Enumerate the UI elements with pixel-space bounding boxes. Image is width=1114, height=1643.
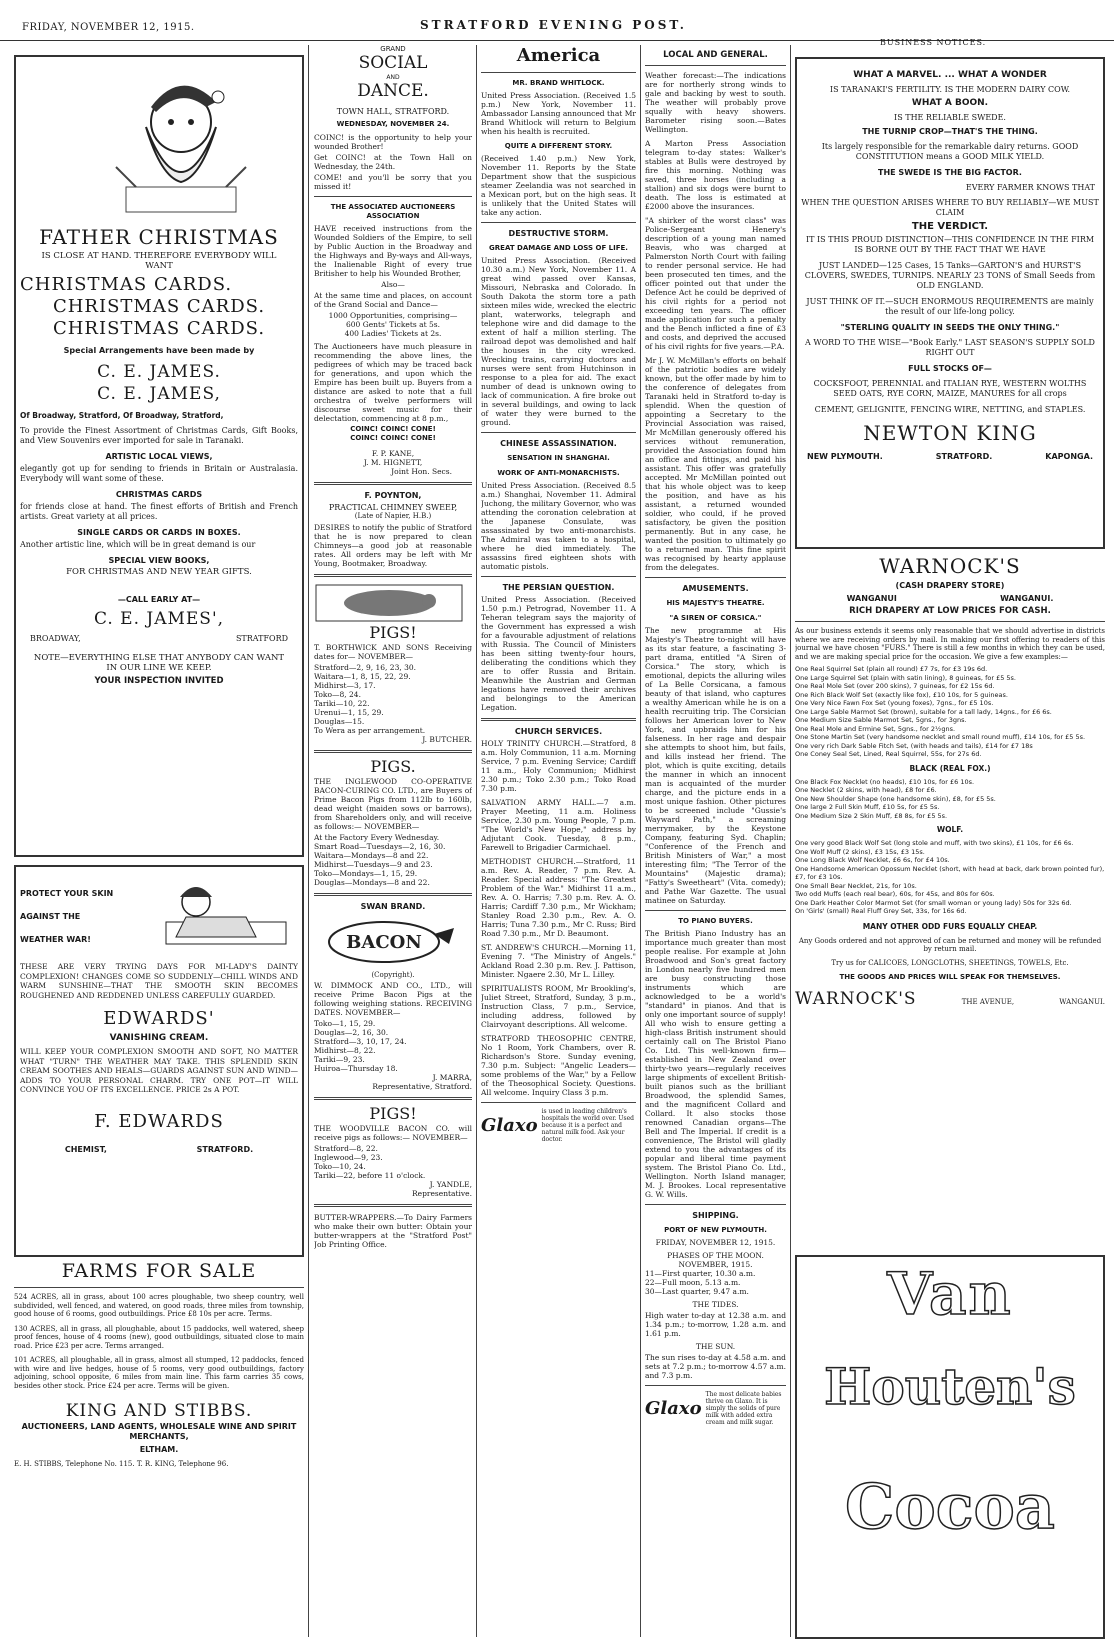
weather-war: WEATHER WAR! xyxy=(20,935,91,944)
fur-item: One very good Black Wolf Set (long stole and muff, with two skins), £1 10s, for £6 6s. xyxy=(795,839,1074,847)
fur-item: One Long Black Wolf Necklet, £6 6s, for £4 10s. xyxy=(795,856,950,864)
big-factor-line: THE SWEDE IS THE BIG FACTOR. xyxy=(878,168,1022,177)
telephone-line: E. H. STIBBS, Telephone No. 115. T. R. KING, Telephone 96. xyxy=(14,1460,229,1468)
is-close-text: IS CLOSE AT HAND. THEREFORE EVERYBODY WILL WANT xyxy=(41,251,277,271)
fur-item: One Necklet (2 skins, with head), £8 for £6. xyxy=(795,786,937,794)
glaxo-text: The most delicate babies thrive on Glaxo. It is simply the solids of pure milk with added extra cream and milk sugar. xyxy=(705,1391,782,1426)
warnocks-footer: WARNOCK'S xyxy=(795,988,917,1009)
business-notices-label: BUSINESS NOTICES. xyxy=(880,38,987,47)
persian-question-heading: THE PERSIAN QUESTION. xyxy=(502,583,615,592)
receiving-date: Stratford—8, 22. xyxy=(314,1144,378,1153)
christmas-cards-ad xyxy=(14,55,304,857)
stratford-label: STRATFORD xyxy=(235,634,288,643)
glaxo-ad-2 xyxy=(645,1391,786,1426)
woodville-pigs-ad xyxy=(314,1106,472,1198)
svg-text:BACON: BACON xyxy=(346,931,422,953)
inglewood-intro: THE INGLEWOOD CO-OPERATIVE BACON-CURING CO. LTD., are Buyers of Prime Bacon Pigs from 112lb to 160lb, dead weight (maiden sows or barrows), from Shareholders only, and will receive as follows:— NOVEMBER— xyxy=(314,776,472,831)
verdict-line: THE VERDICT. xyxy=(911,221,989,232)
church-notice: STRATFORD THEOSOPHIC CENTRE, No 1 Room, York Chambers, over R. Richardson's Store. Sunday evening, 7.30 p.m. Subject: "Angelic Leaders—some problems of the War," by a Fellow of the Theosophical Society. Questions. All welcome. Inquiry Class 3 p.m. xyxy=(481,1034,636,1097)
when-question-line: WHEN THE QUESTION ARISES WHERE TO BUY RELIABLY—WE MUST CLAIM xyxy=(801,198,1099,217)
bacon-pig-illustration xyxy=(314,914,464,969)
wolf-heading: WOLF. xyxy=(936,825,964,834)
the-avenue: THE AVENUE, xyxy=(961,997,1015,1006)
receiving-date: Toko—Mondays—1, 15, 29. xyxy=(314,868,418,878)
furs-intro: As our business extends it seems only reasonable that we should advertise in districts where we are receiving orders by mail. In making our first offering to readers of this journal we have chosen "FURS." There is still a few months in which they can be used, and we are making special price for the occasion. We give a few examples:— xyxy=(795,627,1105,661)
for-christmas-new-year: FOR CHRISTMAS AND NEW YEAR GIFTS. xyxy=(66,567,252,577)
note-text: NOTE—EVERYTHING ELSE THAT ANYBODY CAN WANT IN OUR LINE WE KEEP. xyxy=(33,653,285,673)
fur-item: One New Shoulder Shape (one handsome skin), £8, for £5 5s. xyxy=(795,794,996,803)
another-line-text: Another artistic line, which will be in great demand is our xyxy=(20,540,256,549)
edwards-cream-ad xyxy=(14,865,304,1257)
van-heading: Van xyxy=(887,1260,1013,1328)
receiving-date: Douglas—15. xyxy=(314,716,365,726)
glaxo-text: is used in leading children's hospitals the world over. Used because it is a perfect and natural milk food. Ask your doctor. xyxy=(541,1108,634,1143)
receiving-date: Toko—10, 24. xyxy=(314,1162,366,1171)
at-same-time: At the same time and places, on account of the Grand Social and Dance— xyxy=(314,291,472,309)
whitlock-heading: MR. BRAND WHITLOCK. xyxy=(512,79,605,87)
stratford-label: STRATFORD. xyxy=(935,452,993,461)
elegantly-text: elegantly got up for sending to friends in Britain or Australasia. Everybody will want some of these. xyxy=(20,464,298,483)
pigs-heading-3: PIGS! xyxy=(369,1104,417,1123)
column-rule xyxy=(476,45,477,1637)
warnocks-heading: WARNOCK'S xyxy=(879,554,1021,578)
siren-body: The new programme at His Majesty's Theatre to-night will have as its star feature, a fascinating 3-part drama, entitled "A Siren of Corsica." The story, which is emotional, depicts the alluring wiles of La Belle Corsicana, a famous beauty of that island, who captures a wealthy American while he is on a health recruiting trip. The Corsician follows her American lover to New York, and upbraids him for his falseness. In her rage and despair she attempts to shoot him, but fails, and kills instead her friend. The plot, which is quite exciting, details the manner in which an innocent man is acquainted of the murder charge, and the picture ends in a most unique fashion. Other pictures to be screened include "Gussie's Wayward Path," a screaming merrymaker, by the Keystone Company, featuring Syd. Chaplin; "Conference of the French and British Ministers of War," a most interesting film; "The Terror of the Mountains" (Majestic drama); "Fatty's Sweetheart" (Vita. comedy); and Pathe War Gazette. The usual matinee on Saturday. xyxy=(645,626,786,905)
gents-tickets: 600 Gents' Tickets at 5s. xyxy=(346,320,440,329)
yandle-name: J. YANDLE, xyxy=(429,1180,472,1189)
wednesday-date: WEDNESDAY, NOVEMBER 24. xyxy=(336,120,450,128)
king-and-stibbs: KING AND STIBBS. xyxy=(65,1401,253,1421)
wanganui-label: WANGANUI xyxy=(846,594,897,603)
fur-item: One Wolf Muff (2 skins), £3 15s, £3 15s. xyxy=(795,847,925,856)
farm-listing: 101 ACRES, all ploughable, all in grass, almost all stumped, 12 paddocks, fenced with wire and live hedges, house of 5 rooms, very good outbuildings, factory adjoining, school opposite, 6 miles from main line. This farm carries 35 cows, besides other stock. Price £24 per acre. Terms will be given. xyxy=(14,1356,304,1390)
fur-item: On 'Girls' (small) Real Fluff Grey Set, 33s, for 16s 6d. xyxy=(795,907,967,915)
phases-heading: PHASES OF THE MOON. xyxy=(667,1251,764,1260)
fertility-line: IS TARANAKI'S FERTILITY. IS THE MODERN DAIRY COW. xyxy=(829,85,1071,94)
fur-item: One Real Squirrel Set (plain all round) £7 7s, for £3 19s 6d. xyxy=(795,665,988,673)
just-think: JUST THINK OF IT.—SUCH ENORMOUS REQUIREMENTS are mainly the result of our life-long policy. xyxy=(806,297,1094,316)
newspaper-title: STRATFORD EVENING POST. xyxy=(420,18,687,32)
receiving-date: Tariki—9, 23. xyxy=(314,1055,365,1064)
glaxo-logo: Glaxo xyxy=(481,1115,538,1136)
received-instructions: HAVE received instructions from the Wounded Soldiers of the Empire, to sell by Public Auction in the Broadway and the Highways and By-ways and All-ways, the Inalienable Right of every true Britisher to help his Wounded Brother, xyxy=(314,224,472,278)
poynton-body: DESIRES to notify the public of Stratford that he is now prepared to clean Chimneys—a good job at reasonable rates. All orders may be left with Mr Young, Bootmaker, Broadway. xyxy=(314,522,472,568)
against-the: AGAINST THE xyxy=(20,912,81,921)
c-e-james-heading-2: C. E. JAMES, xyxy=(97,384,221,404)
church-notice: SPIRITUALISTS ROOM, Mr Brookling's, Juliet Street, Stratford, Sunday, 3 p.m., Instruction Class, 7 p.m., Service, including address, followed by Clairvoyant descriptions. All welcome. xyxy=(481,984,636,1029)
opportunities-line: 1000 Opportunities, comprising— xyxy=(328,311,458,320)
pig-illustration xyxy=(314,583,464,623)
receiving-date: Waitara—1, 8, 15, 22, 29. xyxy=(314,671,411,681)
fur-item: One Large Sable Marmot Set (brown), suitable for a tall lady, 14gns., for £6 6s. xyxy=(795,707,1052,716)
amusements-heading: AMUSEMENTS. xyxy=(682,584,749,593)
eltham-label: ELTHAM. xyxy=(139,1445,179,1454)
receiving-date: Midhirst—Tuesdays—9 and 23. xyxy=(314,859,433,869)
receiving-date: Stratford—2, 9, 16, 23, 30. xyxy=(314,662,417,672)
shipping-heading: SHIPPING. xyxy=(692,1211,739,1220)
receiving-date: Toko—8, 24. xyxy=(314,689,361,699)
get-coinc-text: Get COINC! at the Town Hall on Wednesday, the 24th. xyxy=(314,153,472,171)
new-plymouth-label: NEW PLYMOUTH. xyxy=(807,452,883,461)
dance-heading: DANCE. xyxy=(357,81,429,101)
to-provide-text: To provide the Finest Assortment of Christmas Cards, Gift Books, and View Souvenirs ever imported for sale in Taranaki. xyxy=(20,426,298,445)
pigs-heading-1: PIGS! xyxy=(369,622,417,642)
c-e-james-heading-3: C. E. JAMES', xyxy=(93,609,225,629)
houtens-heading: Houten's xyxy=(824,1357,1076,1416)
butter-wrappers-notice: BUTTER-WRAPPERS.—To Dairy Farmers who make their own butter: Obtain your butter-wrappers at the "Stratford Post" Job Printing Office. xyxy=(314,1213,472,1249)
and-label: AND xyxy=(386,74,400,81)
receiving-date: Toko—1, 15, 29. xyxy=(314,1019,376,1028)
destructive-storm-heading: DESTRUCTIVE STORM. xyxy=(508,229,609,238)
cocksfoot-line: COCKSFOOT, PERENNIAL and ITALIAN RYE, WESTERN WOLTHS SEED OATS, RYE CORN, MAIZE, MANURES for all crops xyxy=(813,379,1087,398)
christmas-cards-heading-1: CHRISTMAS CARDS. xyxy=(20,274,233,295)
anti-monarchists-heading: WORK OF ANTI-MONARCHISTS. xyxy=(497,469,620,477)
come-text: COME! and you'll be sorry that you missed it! xyxy=(314,173,472,191)
fur-item: Two odd Muffs (each real bear), 60s, for 45s, and 80s for 60s. xyxy=(795,890,995,898)
glaxo-ad xyxy=(481,1108,636,1143)
piano-buyers-heading: TO PIANO BUYERS. xyxy=(678,917,753,925)
receiving-date: Douglas—2, 16, 30. xyxy=(314,1028,389,1037)
wanganui-footer: WANGANUI. xyxy=(1059,997,1105,1006)
dimmock-intro: W. DIMMOCK AND CO., LTD., will receive Prime Bacon Pigs at the following weighing stations. RECEIVING DATES. NOVEMBER— xyxy=(314,981,472,1017)
fur-item: One Black Fox Necklet (no heads), £10 10s, for £6 10s. xyxy=(795,777,975,786)
port-heading: PORT OF NEW PLYMOUTH. xyxy=(664,1226,767,1234)
special-arrangements: Special Arrangements have been made by xyxy=(63,346,255,355)
coinc-text: COINC! is the opportunity to help your wounded Brother! xyxy=(314,133,472,151)
shipping-date: FRIDAY, NOVEMBER 12, 1915. xyxy=(655,1238,776,1247)
newton-king-heading: NEWTON KING xyxy=(863,421,1037,445)
joint-secs: Joint Hon. Secs. xyxy=(391,467,452,476)
moon-phase: 30—Last quarter, 9.47 a.m. xyxy=(645,1287,749,1296)
f-edwards-heading: F. EDWARDS xyxy=(94,1110,224,1132)
column-3 xyxy=(481,45,636,1640)
page-header xyxy=(0,0,1114,47)
proud-distinction: IT IS THIS PROUD DISTINCTION—THIS CONFIDENCE IN THE FIRM IS BORNE OUT BY THE FACT THAT WE HAVE xyxy=(805,235,1095,254)
sensation-heading: SENSATION IN SHANGHAI. xyxy=(507,454,610,462)
borthwick-intro: T. BORTHWICK AND SONS Receiving dates for— NOVEMBER— xyxy=(314,642,472,661)
grand-label: GRAND xyxy=(380,45,406,53)
column-rule xyxy=(790,45,791,1637)
goods-and-prices: THE GOODS AND PRICES WILL SPEAK FOR THEMSELVES. xyxy=(839,972,1061,981)
fur-item: One Very Nice Fawn Fox Set (young foxes), 7gns., for £5 10s. xyxy=(795,699,994,707)
ladies-tickets: 400 Ladies' Tickets at 2s. xyxy=(344,329,442,338)
receiving-date: Midhirst—8, 22. xyxy=(314,1046,376,1055)
edwards-heading: EDWARDS' xyxy=(103,1008,215,1029)
column-rule xyxy=(308,45,309,1637)
kaponga-label: KAPONGA. xyxy=(1045,452,1093,461)
sterling-quality: "STERLING QUALITY IN SEEDS THE ONLY THING." xyxy=(840,323,1060,332)
moon-phase: 11—First quarter, 10.30 a.m. xyxy=(645,1269,756,1278)
receiving-date: Inglewood—9, 23. xyxy=(314,1153,383,1162)
farms-for-sale xyxy=(14,1260,304,1469)
tides-heading: THE TIDES. xyxy=(692,1300,739,1309)
father-christmas-heading: FATHER CHRISTMAS xyxy=(39,225,279,249)
christmas-cards-heading-2: CHRISTMAS CARDS. xyxy=(52,296,266,317)
fur-item: One Handsome American Opossum Necklet (short, with head at back, dark brown pointed fur), £7, for £3 10s. xyxy=(795,864,1105,881)
receiving-date: Urenui—1, 15, 29. xyxy=(314,707,384,717)
different-story-body: (Received 1.40 p.m.) New York, November 11. Reports by the State Department show that the suspicious steamer Zeelandia was not searched in a Mexican port, but on the high seas. It is unlikely that the United States will take any action. xyxy=(481,154,636,217)
newton-king-ad xyxy=(795,57,1105,549)
father-christmas-illustration xyxy=(106,67,256,217)
chinese-body: United Press Association. (Received 8.5 a.m.) Shanghai, November 11. Admiral Juchong, the military Governor, who was attending the coronation celebration at the Japanese Consulate, was assassinated by two anti-monarchists. The Admiral was taken to a hospital, where he died immediately. The assassins fired eighteen shots with automatic pistols. xyxy=(481,481,636,571)
many-other-furs: MANY OTHER ODD FURS EQUALLY CHEAP. xyxy=(862,921,1038,931)
fur-item: One Large Squirrel Set (plain with satin lining), 8 guineas, for £5 5s. xyxy=(795,673,1016,682)
auctioneers-line: AUCTIONEERS, LAND AGENTS, WHOLESALE WINE AND SPIRIT MERCHANTS, xyxy=(21,1422,297,1441)
farm-listing: 130 ACRES, all in grass, all ploughable, about 15 paddocks, well watered, sheep proof fences, house of 4 rooms (new), good outbuildings, situated close to main road. Price £23 per acre. Terms arranged. xyxy=(14,1324,304,1350)
sun-body: The sun rises to-day at 4.58 a.m. and sets at 7.2 p.m.; to-morrow 4.57 a.m. and 7.3 p.m. xyxy=(645,1353,786,1380)
inglewood-pigs-ad xyxy=(314,756,472,887)
special-view-books: SPECIAL VIEW BOOKS, xyxy=(108,556,210,565)
receiving-date: Midhirst—3, 17. xyxy=(314,680,376,690)
fur-item: One Stone Martin Set (very handsome necklet and small round muff), £14 10s, for £5 5s. xyxy=(795,733,1086,741)
yandle-rep: Representative. xyxy=(412,1189,472,1198)
column-1 xyxy=(14,45,304,1640)
cash-drapery: (CASH DRAPERY STORE) xyxy=(895,581,1005,590)
tides-body: High water to-day at 12.38 a.m. and 1.34 p.m.; to-morrow, 1.28 a.m. and 1.61 p.m. xyxy=(645,1311,786,1338)
his-majestys-theatre: HIS MAJESTY'S THEATRE. xyxy=(666,599,765,607)
fur-item: One very rich Dark Sable Fitch Set, (with heads and tails), £14 for £7 18s xyxy=(795,741,1033,750)
fur-item: One Medium Size 2 Skin Muff, £8 8s, for £5 5s. xyxy=(795,811,948,820)
black-fox-heading: BLACK (REAL FOX.) xyxy=(909,763,991,773)
responsible-line: Its largely responsible for the remarkable dairy returns. GOOD CONSTITUTION means a GOOD MILK YIELD. xyxy=(821,142,1079,161)
swan-brand-ad xyxy=(314,902,472,1092)
receiving-date: To Wera as per arrangement. xyxy=(314,725,426,735)
fur-item: One large 2 Full Skin Muff, £10 5s, for £5 5s. xyxy=(795,803,940,811)
late-of-napier: (Late of Napier, H.B.) xyxy=(354,512,432,520)
church-notice: ST. ANDREW'S CHURCH.—Morning 11, Evening 7. "The Ministry of Angels." Ackland Road 2.30 p.m. Rev. J. Pattison, Minister. Ngaere 2.30, Mr L. Lilley. xyxy=(481,943,636,979)
also-label: Also— xyxy=(381,280,405,289)
piano-body: The British Piano Industry has an importance much greater than most people realise. For example at John Broadwood and Son's great factory in London nearly five hundred men are busy constructing those instruments which are acknowledged to be a world's "standard" in pianos. And that is only one important source of supply! All who wish to ensure getting a high-class British instrument should certainly call on The Bristol Piano Co. Ltd. This well-known firm—established in New Zealand over thirty-two years—regularly receives large shipments of excellent British-built pianos such as the brilliant Broadwood, the splendid Sames, and the magnificent Collard and Collard. It also stocks those renowned Canadian organs—The Bell and The Imperial. If credit is a convenience, The Bristol will gladly extend to you the advantages of its popular and liberal time payment system. The Bristol Piano Co. Ltd., Wellington. North Island manager, M. J. Brookes. Local representative G. W. Wills. xyxy=(645,929,786,1199)
christmas-cards-heading-3: CHRISTMAS CARDS. xyxy=(52,318,266,339)
associated-auctioneers: THE ASSOCIATED AUCTIONEERS ASSOCIATION xyxy=(330,203,456,220)
receiving-date: Tariki—22, before 11 o'clock. xyxy=(314,1171,426,1180)
local-item: Weather forecast:—The indications are for northerly strong winds to gale and backing by west to south. The weather will probably prove squally with heavy showers. Barometer rising soon.—Bates Wellington. xyxy=(645,71,786,134)
poynton-name: F. POYNTON, xyxy=(364,491,422,500)
marra-name: J. MARRA, xyxy=(432,1073,472,1082)
woodville-intro: THE WOODVILLE BACON CO. will receive pigs as follows:— NOVEMBER— xyxy=(314,1124,472,1142)
wanganui-label: WANGANUI. xyxy=(1000,594,1054,603)
chemist-label: CHEMIST, xyxy=(64,1144,107,1154)
swan-brand-label: SWAN BRAND. xyxy=(360,901,426,911)
coinc-row: COINC! COINC! CONE! xyxy=(350,434,436,442)
glaxo-logo: Glaxo xyxy=(645,1398,702,1419)
receiving-date: Stratford—3, 10, 17, 24. xyxy=(314,1037,407,1046)
issue-date: FRIDAY, NOVEMBER 12, 1915. xyxy=(22,22,195,33)
coinc-row: COINC! COINC! CONE! xyxy=(350,425,436,433)
column-rule xyxy=(640,45,641,1637)
receiving-date: At the Factory Every Wednesday. xyxy=(314,832,440,842)
goods-returned: Any Goods ordered and not approved of can be returned and money will be refunded by return mail. xyxy=(798,936,1102,953)
church-notice: SALVATION ARMY HALL.—7 a.m. Prayer Meeting, 11 a.m. Holiness Service, 2.30 p.m. Young People, 7 p.m. "The World's New Hope," address by Adjutant Cook. Tuesday, 8 p.m., Farewell to Brigadier Carmichael. xyxy=(481,798,636,852)
town-hall: TOWN HALL, STRATFORD. xyxy=(336,107,450,116)
butcher-name: J. BUTCHER. xyxy=(422,734,472,744)
van-houtens-cocoa-ad xyxy=(795,1255,1105,1639)
will-keep-text: WILL KEEP YOUR COMPLEXION SMOOTH AND SOFT, NO MATTER WHAT "TURN" THE WEATHER MAY TAKE. THIS SPLENDID SKIN CREAM SOOTHES AND HEALS—GUARDS AGAINST SUN AND WIND—ADDS TO YOUR PERSONAL CHARM. TRY ONE POT—IT WILL CONVINCE YOU OF ITS EXCELLENCE. PRICE 2s A POT. xyxy=(20,1047,298,1094)
hignett-name: J. M. HIGNETT, xyxy=(363,458,423,467)
farms-heading: FARMS FOR SALE xyxy=(61,1260,257,1282)
america-heading: America xyxy=(516,45,601,66)
warnocks-ad xyxy=(795,555,1105,1010)
column-4 xyxy=(645,45,786,1640)
church-notice: METHODIST CHURCH.—Stratford, 11 a.m. Rev. A. Reader, 7 p.m. Rev. A. Reader. Special address: "The Greatest Problem of the War." Midhirst 11 a.m., Rev. A. O. Harris; 7.30 p.m. Rev. A. O. Harris; Cardiff 7.30 p.m., Mr Wickham; Stanley Road 2.30 p.m., Rev. A. O. Harris; Tuna 7.30 p.m., Mr C. Russ; Bird Road 7.30 p.m., Mr D. Beaumont. xyxy=(481,857,636,938)
try-us: Try us for CALICOES, LONGCLOTHS, SHEETINGS, TOWELS, Etc. xyxy=(831,958,1069,967)
cocoa-heading: Cocoa xyxy=(845,1470,1055,1543)
receiving-date: Tariki—10, 22. xyxy=(314,698,370,708)
christmas-cards-subhead: CHRISTMAS CARDS xyxy=(115,490,203,499)
receiving-date: Waitara—Mondays—8 and 22. xyxy=(314,850,429,860)
farm-listing: 524 ACRES, all in grass, about 100 acres ploughable, two sheep country, well subdivided, well fenced, and watered, on good roads, three miles from township, good house of 6 rooms, good outbuildings. Price £8 10s per acre. Terms. xyxy=(14,1293,304,1318)
fur-item: One Real Mole and Ermine Set, 5gns., for 2½gns. xyxy=(795,724,956,733)
grand-social-ad xyxy=(314,45,472,476)
inspection-invited: YOUR INSPECTION INVITED xyxy=(94,676,224,686)
copyright-label: (Copyright). xyxy=(371,970,415,979)
local-item: "A shirker of the worst class" was Police-Sergeant Henery's description of a young man named Beavis, who was charged at Palmerston North Court with failing to render personal service. He had been prosecuted ten times, and the officer pointed out that under the Defence Act he could be deprived of his civil rights for a period not exceeding ten years. The officer made application for such a penalty and the Bench inflicted a fine of £3 and costs, and deprived the accused of his civil rights for five years.—P.A. xyxy=(645,216,786,351)
column-2 xyxy=(314,45,472,1640)
social-heading: SOCIAL xyxy=(358,53,428,73)
borthwick-pigs-ad xyxy=(314,583,472,744)
of-broadway-line: Of Broadway, Stratford, Of Broadway, Stratford, xyxy=(20,411,224,420)
persian-body: United Press Association. (Received 1.50 p.m.) Petrograd, November 11. A Teheran telegram says the majority of the Government has expressed a wish for a favourable adjustment of relations with Russia. The Council of Ministers has been sitting twenty-four hours, deliberating the conditions which they are to offer Russia and Britain. Meanwhile the Austrian and German legations have removed their archives and belongings to the American Legation. xyxy=(481,595,636,712)
trying-days-text: THESE ARE VERY TRYING DAYS FOR MI-LADY'S DAINTY COMPLEXION! CHANGES COME SO SUDDENLY—CHILL WINDS AND WARM SUNSHINE—THAT THE SMOOTH SKIN BECOMES ROUGHENED AND REDDENED UNLESS CAREFULLY GUARDED. xyxy=(20,962,298,1000)
lady-illustration xyxy=(146,877,296,952)
great-damage-heading: GREAT DAMAGE AND LOSS OF LIFE. xyxy=(489,244,628,252)
full-stocks: FULL STOCKS OF— xyxy=(908,364,992,373)
moon-phase: 22—Full moon, 5.13 a.m. xyxy=(645,1278,741,1287)
column-5 xyxy=(795,45,1105,1640)
church-services-heading: CHURCH SERVICES. xyxy=(514,727,603,736)
turnip-line: THE TURNIP CROP—THAT'S THE THING. xyxy=(862,127,1038,136)
boon-line: WHAT A BOON. xyxy=(911,98,989,108)
marvel-line: WHAT A MARVEL. ... WHAT A WONDER xyxy=(853,70,1047,80)
local-item: Mr J. W. McMillan's efforts on behalf of the patriotic bodies are widely known, but the offer made by him to the conference of delegates from Taranaki held in Stratford to-day is splendid. When the question of appointing a Secretary to the Provincial Association was raised, Mr McMillan generously offered his services without remuneration, provided the Association found him an office and fittings, and paid his assistant. This offer was gratefully accepted. Mr McMillan pointed out that his whole object was to keep the position, and have as his assistant, a returned wounded soldier, who could, if he proved satisfactory, be given the position permanently. But in any case, he wanted the position to ultimately go to a returned man. This fine spirit was recognised by hearty applause from the delegates. xyxy=(645,356,786,572)
auctioneers-body: The Auctioneers have much pleasure in recommending the above lines, the pedigrees of which may be traced back for generations, and upon which the Empire has been built up. Buyers from a distance are asked to note that a full orchestra of twelve performers will discourse sweet music for their delectation, commencing at 8 p.m., xyxy=(314,342,472,423)
fur-item: One Medium Size Sable Marmot Set, 5gns., for 3gns. xyxy=(795,716,967,724)
local-general-heading: LOCAL AND GENERAL. xyxy=(663,50,768,60)
rich-drapery: RICH DRAPERY AT LOW PRICES FOR CASH. xyxy=(849,606,1051,616)
november-label: NOVEMBER, 1915. xyxy=(678,1260,753,1269)
receiving-date: Smart Road—Tuesdays—2, 16, 30. xyxy=(314,841,446,851)
broadway-label: BROADWAY, xyxy=(30,634,81,643)
fur-item: One Dark Heather Color Marmot Set (for small woman or young lady) 50s for 32s 6d. xyxy=(795,898,1072,907)
chimney-sweep: PRACTICAL CHIMNEY SWEEP, xyxy=(328,503,458,512)
word-to-wise: A WORD TO THE WISE—"Book Early." LAST SEASON'S SUPPLY SOLD RIGHT OUT xyxy=(805,338,1095,357)
cement-line: CEMENT, GELIGNITE, FENCING WIRE, NETTING, and STAPLES. xyxy=(814,405,1086,414)
call-early: —CALL EARLY AT— xyxy=(117,595,201,604)
for-friends-text: for friends close at hand. The finest efforts of British and French artists. Great variety at all prices. xyxy=(20,502,298,521)
poynton-ad xyxy=(314,491,472,568)
chinese-assassination-heading: CHINESE ASSASSINATION. xyxy=(500,439,617,448)
local-item: A Marton Press Association telegram to-day states: Walker's stables at Bulls were destroyed by fire this morning. Nothing was saved, three horses (including a stallion) and six dogs were burnt to death. The loss is estimated at £2000 above the insurances. xyxy=(645,139,786,211)
church-notice: HOLY TRINITY CHURCH.—Stratford, 8 a.m. Holy Communion, 11 a.m. Morning Service, 7 p.m. Evening Service; Cardiff 11 a.m., Holy Communion; Midhirst 2.30 p.m.; Toko 2.30 p.m.; Toko Road 7.30 p.m. xyxy=(481,739,636,793)
storm-body: United Press Association. (Received 10.30 a.m.) New York, November 11. A great wind passed over Kansas, Missouri, Nebraska and Colorado. In South Dakota the storm tore a path sixteen miles wide, wrecked the electric plant, waterworks, telegraph and telephone wire and did damage to the extent of half a million sterling. The railroad depot was demolished and half the houses in the city wrecked. Wrecking trains, carrying doctors and nurses were sent from Hutchinson in response to a plea for aid. The exact number of dead is unknown owing to lack of communication. A fire broke out in several buildings, and owing to lack of water they were burned to the ground. xyxy=(481,256,636,427)
different-story-heading: QUITE A DIFFERENT STORY. xyxy=(504,142,613,150)
fur-item: One Real Mole Set (over 200 skins), 7 guineas, for £2 15s 6d. xyxy=(795,682,995,690)
c-e-james-heading-1: C. E. JAMES. xyxy=(97,362,221,382)
pigs-heading-2: PIGS. xyxy=(370,756,416,776)
swede-line: IS THE RELIABLE SWEDE. xyxy=(894,113,1006,122)
fur-item: One Small Bear Necklet, 21s, for 10s. xyxy=(795,881,917,890)
sun-heading: THE SUN. xyxy=(695,1342,736,1351)
every-farmer-line: EVERY FARMER KNOWS THAT xyxy=(965,183,1095,192)
marra-rep: Representative, Stratford. xyxy=(372,1082,472,1091)
just-landed: JUST LANDED—125 Cases, 15 Tanks—GARTON'S and HURST'S CLOVERS, SWEDES, TURNIPS. NEARLY 23 TONS of Small Seeds from OLD ENGLAND. xyxy=(804,261,1096,290)
edwards-stratford: STRATFORD. xyxy=(196,1144,254,1154)
vanishing-cream: VANISHING CREAM. xyxy=(109,1033,209,1043)
fur-item: One Rich Black Wolf Set (exactly like fox), £10 10s, for 5 guineas. xyxy=(795,690,1008,699)
receiving-date: Douglas—Mondays—8 and 22. xyxy=(314,877,430,887)
protect-skin: PROTECT YOUR SKIN xyxy=(20,889,114,898)
whitlock-body: United Press Association. (Received 1.5 p.m.) New York, November 11. Ambassador Lansing announced that Mr Brand Whitlock will return to Belgium when his health is recruited. xyxy=(481,91,636,136)
single-cards-subhead: SINGLE CARDS OR CARDS IN BOXES. xyxy=(77,528,241,537)
artistic-local-views: ARTISTIC LOCAL VIEWS, xyxy=(105,452,213,461)
fur-item: One Coney Seal Set, Lined, Real Squirrel, 55s, for 27s 6d. xyxy=(795,750,982,758)
kane-name: F. P. KANE, xyxy=(371,449,415,458)
siren-of-corsica: "A SIREN OF CORSICA." xyxy=(669,614,762,622)
receiving-date: Huiroa—Thursday 18. xyxy=(314,1064,398,1073)
